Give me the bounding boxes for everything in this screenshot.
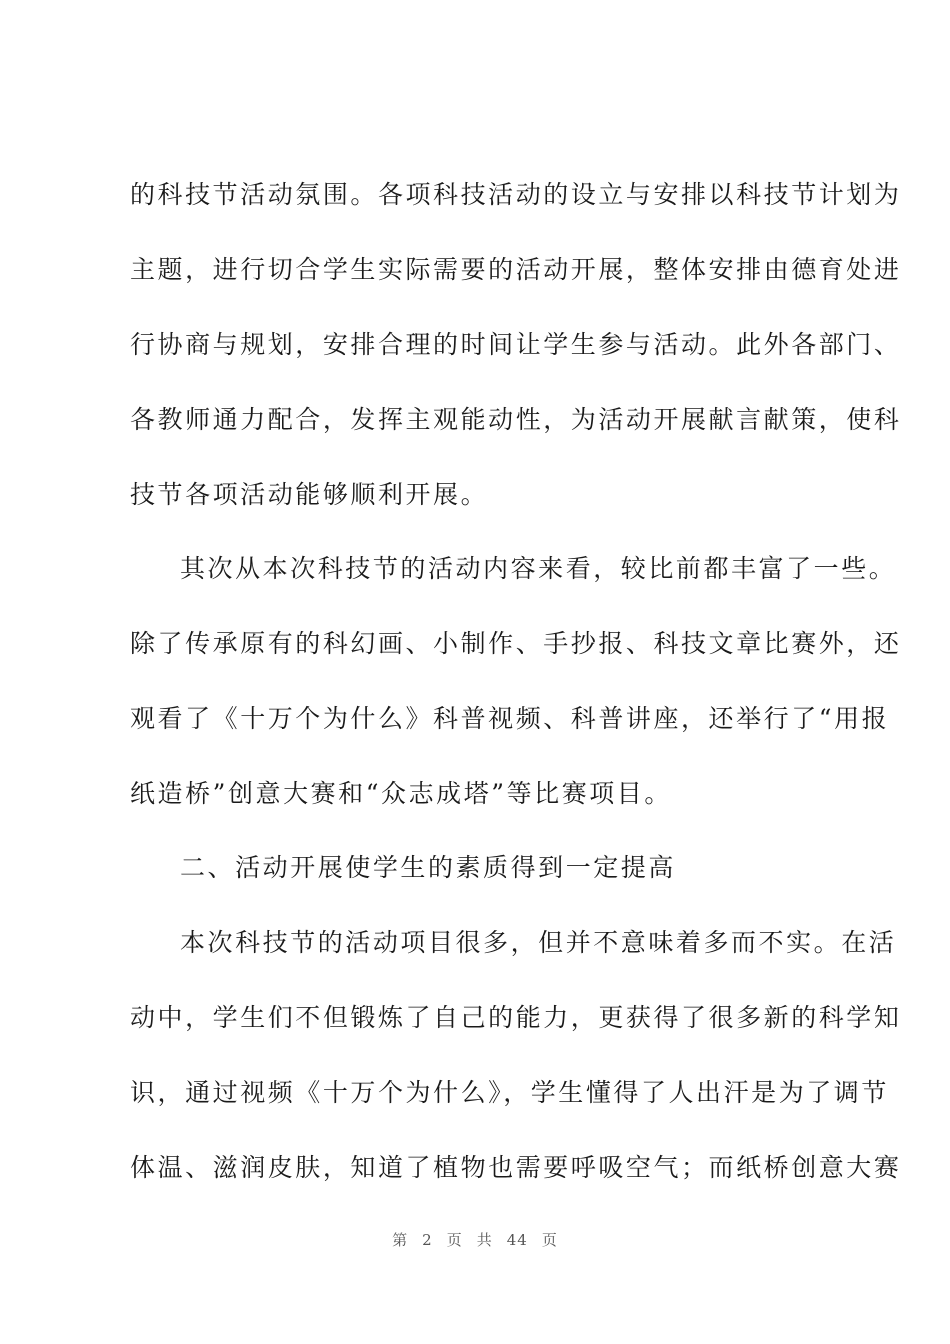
footer-gong: 共 [476,1231,493,1249]
text-line: 技节各项活动能够顺利开展。 [130,480,489,509]
text-line: 识，通过视频《十万个为什么》，学生懂得了人出汗是为了调节 [130,1078,889,1107]
text-line: 的科技节活动氛围。各项科技活动的设立与安排以科技节计划为 [130,180,902,209]
text-line: 体温、滋润皮肤，知道了植物也需要呼吸空气；而纸桥创意大赛 [130,1153,902,1182]
footer-ye-end: 页 [541,1231,558,1249]
paragraph-first-line: 其次从本次科技节的活动内容来看，较比前都丰富了一些。 [180,554,897,583]
footer-page-number: 2 [422,1231,433,1249]
text-line: 动中，学生们不但锻炼了自己的能力，更获得了很多新的科学知 [130,1003,902,1032]
section-heading: 二、活动开展使学生的素质得到一定提高 [180,853,676,882]
footer-total-pages: 44 [506,1231,528,1249]
page-footer [0,1229,950,1250]
text-line: 各教师通力配合，发挥主观能动性，为活动开展献言献策，使科 [130,405,902,434]
footer-ye: 页 [446,1231,463,1249]
text-line: 行协商与规划，安排合理的时间让学生参与活动。此外各部门、 [130,330,902,359]
text-line: 纸造桥”创意大赛和“众志成塔”等比赛项目。 [130,779,672,808]
footer-di: 第 [392,1231,409,1249]
text-line: 主题，进行切合学生实际需要的活动开展，整体安排由德育处进 [130,255,902,284]
text-line: 除了传承原有的科幻画、小制作、手抄报、科技文章比赛外，还 [130,629,902,658]
text-line: 观看了《十万个为什么》科普视频、科普讲座，还举行了“用报 [130,704,890,733]
paragraph-first-line: 本次科技节的活动项目很多，但并不意味着多而不实。在活 [180,928,897,957]
